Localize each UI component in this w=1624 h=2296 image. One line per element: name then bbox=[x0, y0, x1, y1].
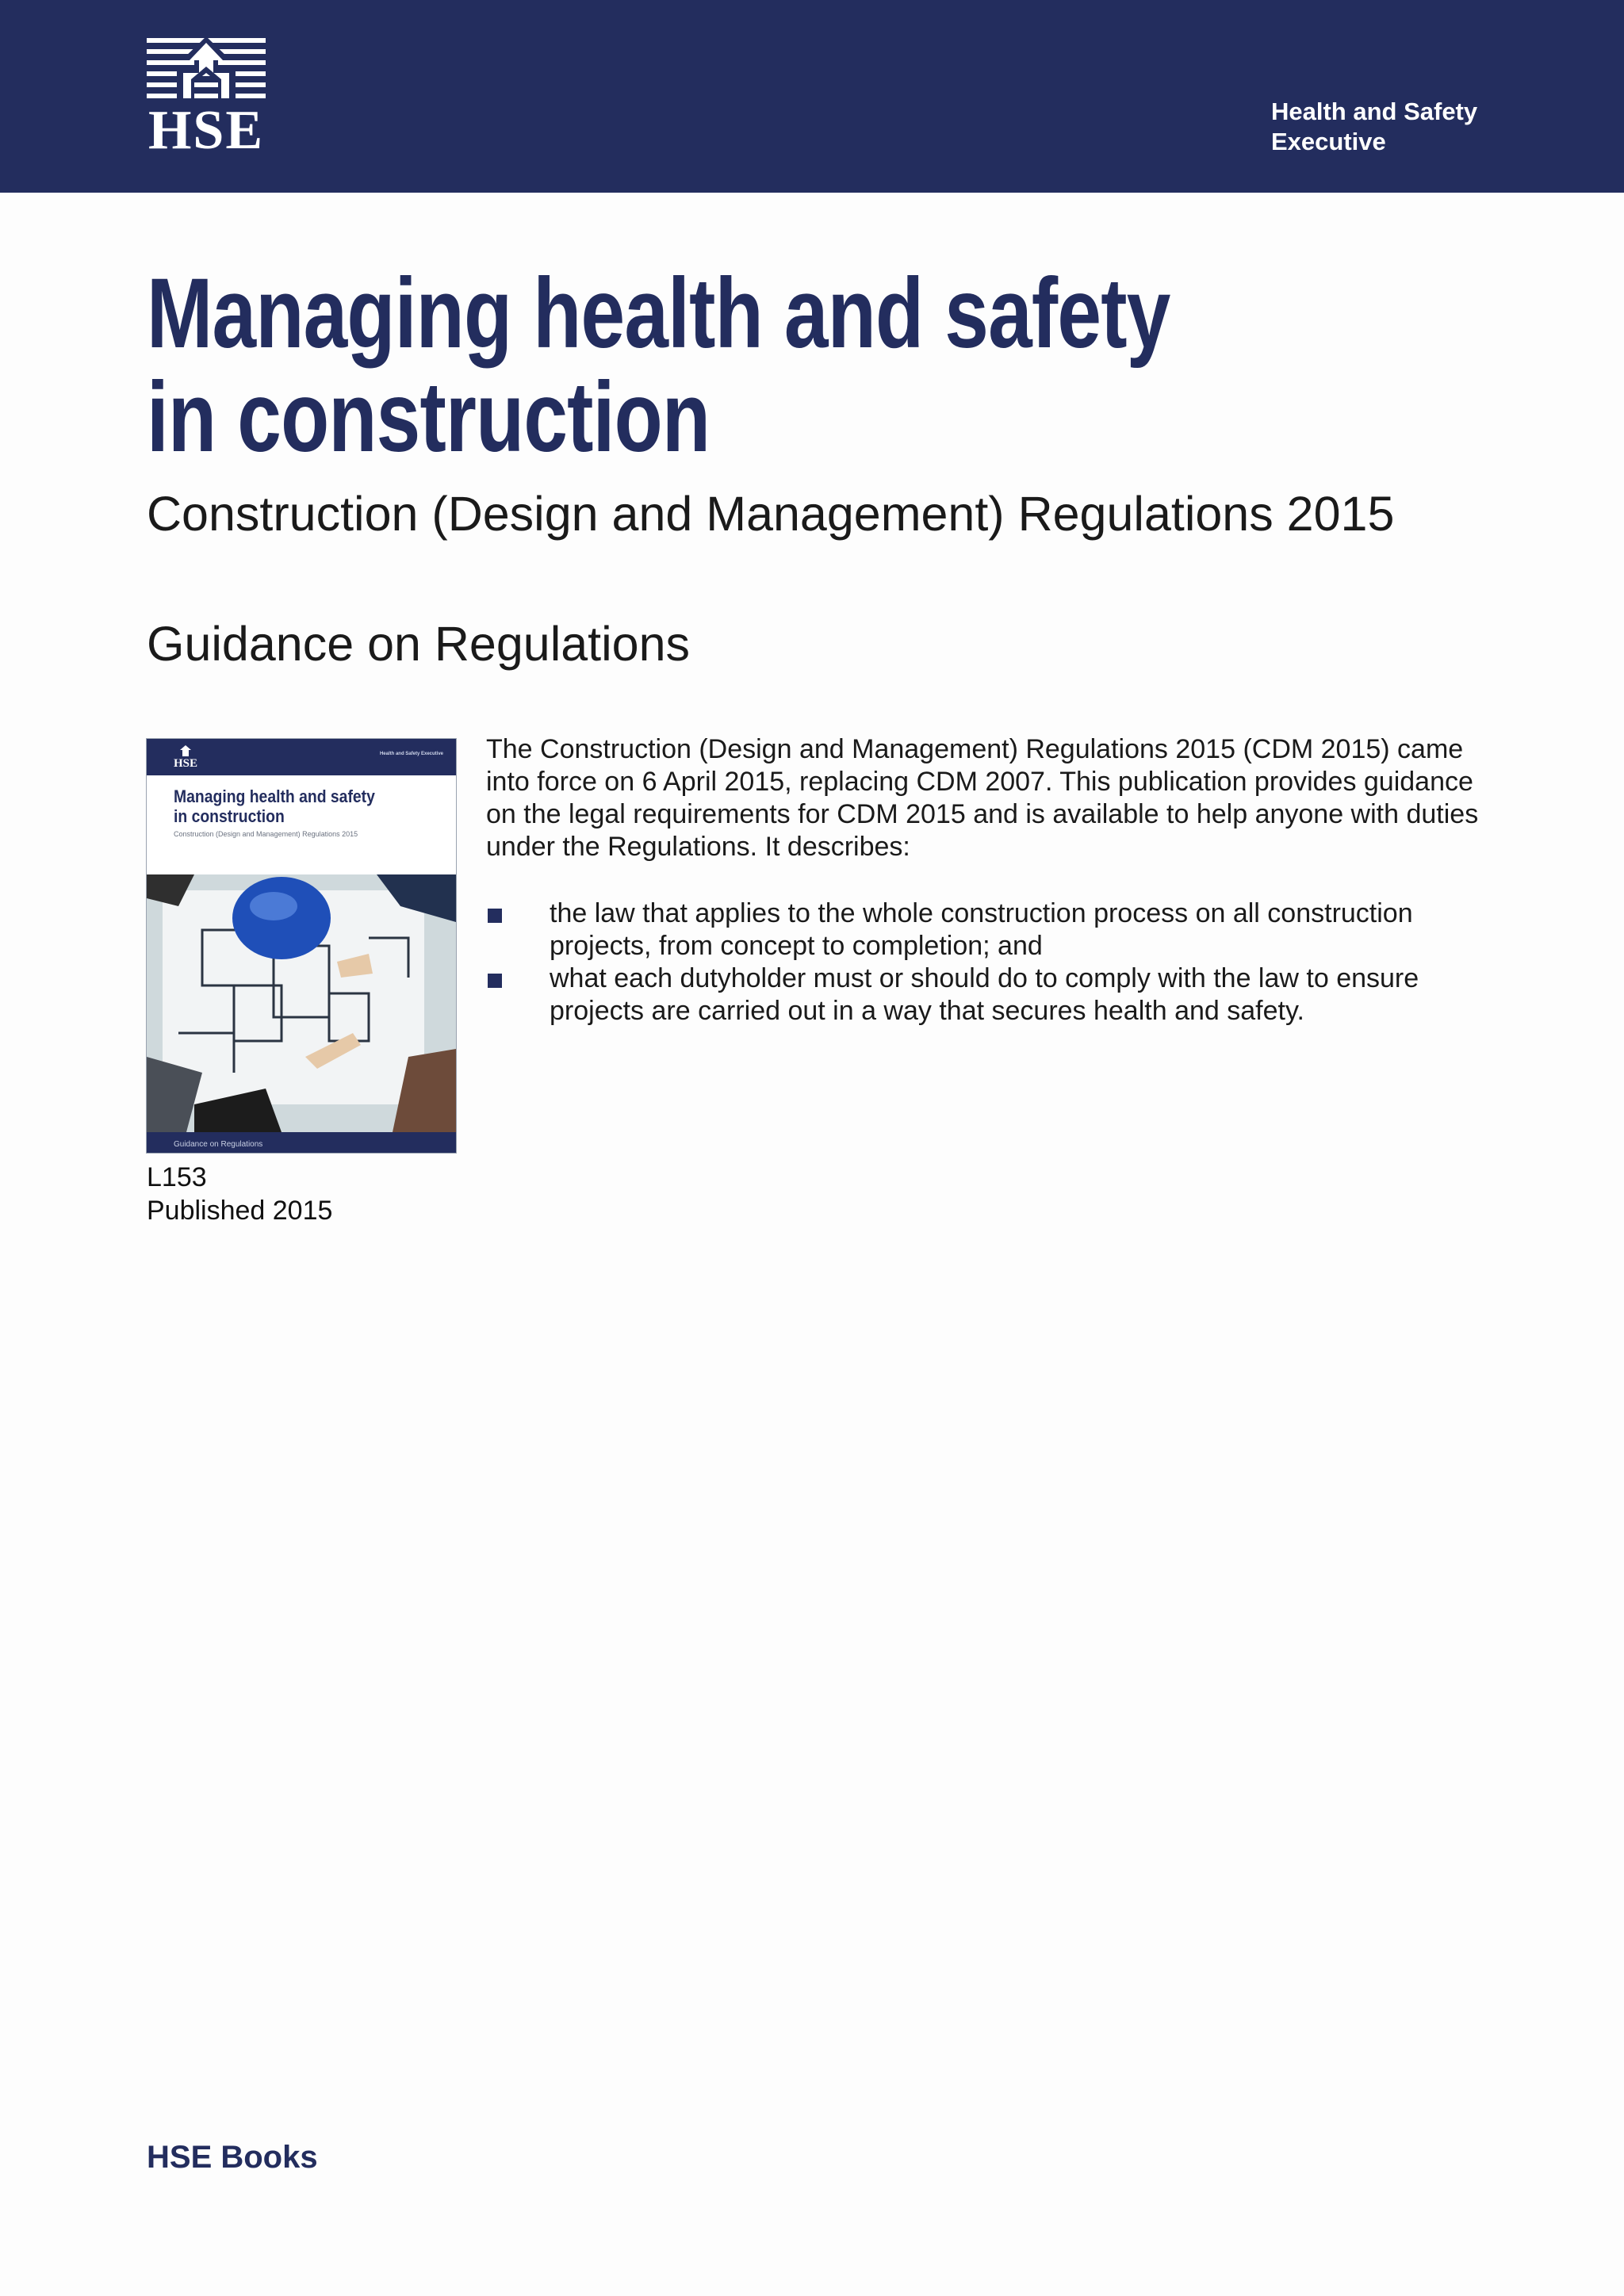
publisher-name: HSE Books bbox=[147, 2140, 318, 2175]
hse-logo bbox=[147, 36, 266, 161]
page-subtitle: Construction (Design and Management) Regulations 2015 bbox=[147, 487, 1395, 541]
hse-logo-text: HSE bbox=[147, 100, 265, 161]
list-item bbox=[486, 897, 1485, 962]
title-line-1: Managing health and safety bbox=[147, 258, 1170, 369]
cover-hse-emblem-icon bbox=[177, 745, 194, 756]
hse-emblem-icon bbox=[147, 36, 266, 103]
publication-code: L153 bbox=[147, 1162, 207, 1192]
square-bullet-icon bbox=[488, 909, 502, 923]
organisation-name bbox=[1271, 97, 1477, 157]
cover-org: Health and Safety Executive bbox=[379, 752, 443, 756]
publication-date: Published 2015 bbox=[147, 1196, 333, 1226]
cover-photo bbox=[147, 874, 456, 1132]
list-item bbox=[486, 962, 1485, 1027]
cover-logo bbox=[174, 745, 197, 770]
cover-title bbox=[174, 786, 375, 826]
list-item-text: what each dutyholder must or should do to comply with the law to ensure projects are carried out in a way that secures health and safety. bbox=[550, 963, 1419, 1026]
cover-subtitle: Construction (Design and Management) Regulations 2015 bbox=[174, 830, 358, 838]
title-line-2: in construction bbox=[147, 362, 710, 473]
org-line-2: Executive bbox=[1271, 128, 1386, 155]
page-title bbox=[147, 258, 1225, 473]
cover-title-line-1: Managing health and safety bbox=[174, 786, 375, 806]
section-heading: Guidance on Regulations bbox=[147, 617, 691, 671]
cover-footer-text: Guidance on Regulations bbox=[174, 1140, 263, 1149]
org-line-1: Health and Safety bbox=[1271, 98, 1478, 125]
square-bullet-icon bbox=[488, 974, 502, 988]
description-text: The Construction (Design and Management) Regulations 2015 (CDM 2015) came into force on 6 April 2015, replacing CDM 2007. This publication provides guidance on the legal requirements for CDM 2015 and is available to help anyone with duties under the Regulations. It describes: bbox=[486, 734, 1479, 862]
header-banner bbox=[0, 0, 1624, 193]
cover-title-line-2: in construction bbox=[174, 806, 285, 826]
publication-info bbox=[147, 1161, 332, 1227]
cover-thumbnail bbox=[147, 739, 456, 1153]
cover-logo-text: HSE bbox=[174, 757, 198, 770]
description bbox=[486, 733, 1485, 863]
bullet-list bbox=[486, 897, 1485, 1027]
list-item-text: the law that applies to the whole construction process on all construction projects, from concept to completion; and bbox=[550, 898, 1413, 961]
